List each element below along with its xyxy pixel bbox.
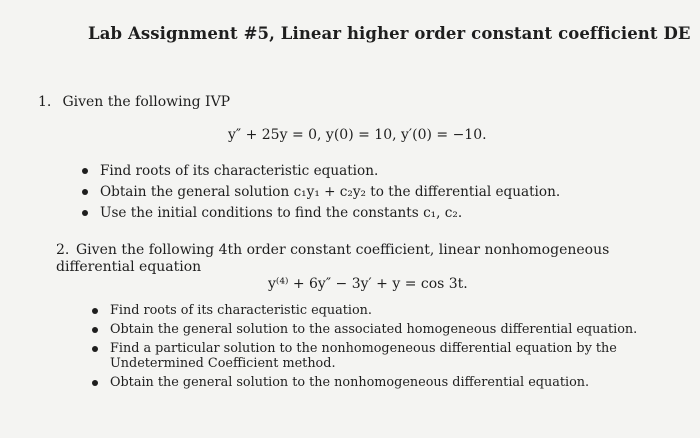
- bullet-icon: [92, 308, 98, 314]
- bullet-icon: [82, 210, 88, 216]
- bullet-icon: [92, 346, 98, 352]
- problem-2-intro: [56, 242, 656, 276]
- problem-1-text: Given the following IVP: [62, 94, 231, 110]
- page-title: Lab Assignment #5, Linear higher order constant coefficient DE: [88, 24, 691, 43]
- bullet-icon: [82, 168, 88, 174]
- list-item: Find roots of its characteristic equation.: [92, 303, 670, 318]
- problem-1-intro: [38, 94, 230, 110]
- problem-1-equation: y″ + 25y = 0, y(0) = 10, y′(0) = −10.: [228, 127, 487, 143]
- list-item: Find roots of its characteristic equation.: [82, 163, 560, 179]
- bullet-icon: [92, 327, 98, 333]
- problem-1-number: 1.: [38, 94, 52, 110]
- bullet-icon: [92, 380, 98, 386]
- list-item: Obtain the general solution to the associated homogeneous differential equation.: [92, 322, 670, 337]
- problem-2-task-list: [92, 303, 670, 394]
- list-item: Obtain the general solution to the nonhomogeneous differential equation.: [92, 375, 670, 390]
- problem-1-task-list: [82, 163, 560, 226]
- problem-2-number: 2.: [56, 242, 70, 258]
- bullet-icon: [82, 189, 88, 195]
- problem-2-text: Given the following 4th order constant coefficient, linear nonhomogeneous differential equation: [56, 242, 610, 275]
- list-item: Find a particular solution to the nonhomogeneous differential equation by the Undetermined Coefficient method.: [92, 341, 670, 371]
- list-item: Obtain the general solution c₁y₁ + c₂y₂ to the differential equation.: [82, 184, 560, 200]
- list-item: Use the initial conditions to find the constants c₁, c₂.: [82, 205, 560, 221]
- problem-2-equation: y⁽⁴⁾ + 6y″ − 3y′ + y = cos 3t.: [268, 276, 468, 292]
